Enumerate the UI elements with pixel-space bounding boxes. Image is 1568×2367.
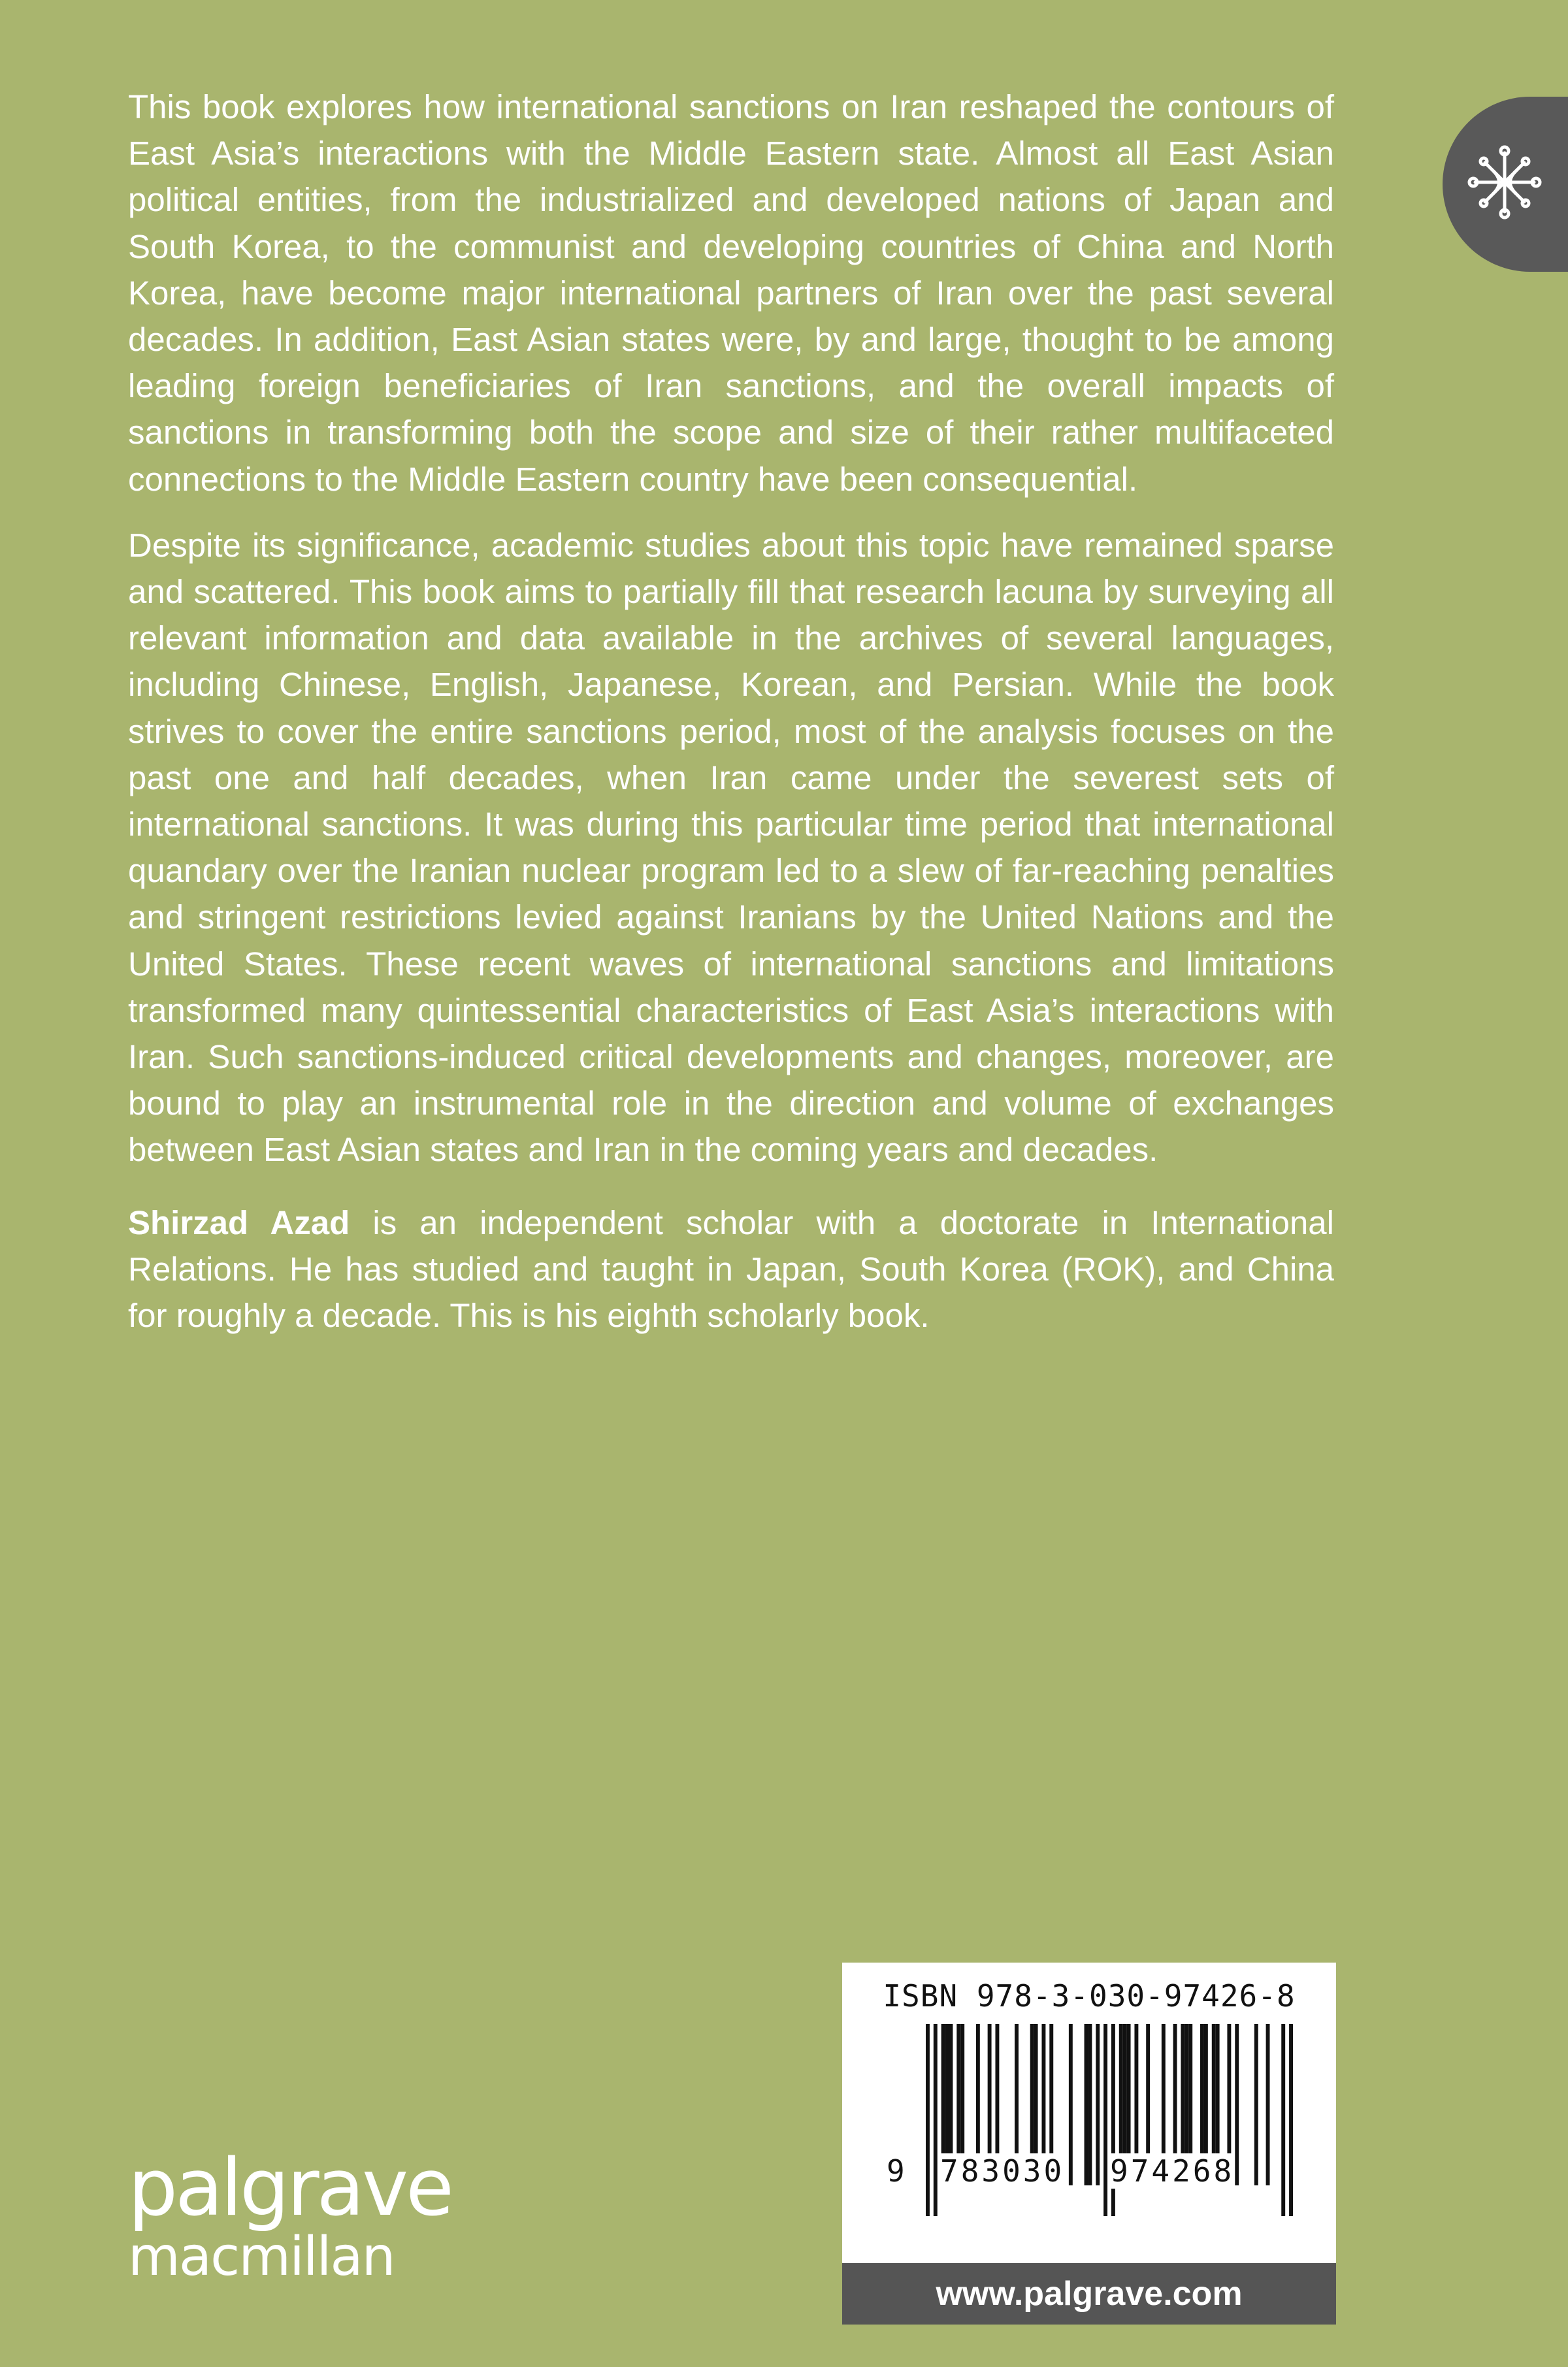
barcode-bar (934, 2024, 938, 2216)
back-cover-blurb (128, 84, 1334, 1358)
barcode-bar (1069, 2024, 1073, 2185)
publisher-url: www.palgrave.com (842, 2263, 1336, 2325)
barcode-right-digits: 974268 (1110, 2153, 1235, 2189)
isbn-label: ISBN 978-3-030-97426-8 (883, 1978, 1296, 2014)
barcode-bar (1254, 2024, 1258, 2185)
barcode-bar (926, 2024, 930, 2216)
publisher-tab (1443, 97, 1568, 272)
barcode-lead-digit: 9 (887, 2153, 905, 2189)
author-bio: is an independent scholar with a doctorate in International Relations. He has studied and taught in Japan, South Korea (ROK), and China for roughly a decade. This is his eighth scholarly book. (128, 1203, 1335, 1335)
barcode-left-digits: 783030 (940, 2153, 1065, 2189)
barcode-bar (1281, 2024, 1285, 2216)
logo-palgrave: palgrave (128, 2143, 451, 2234)
palgrave-macmillan-logo (128, 2143, 451, 2288)
barcode-bar (1096, 2024, 1100, 2185)
barcode-bar (1289, 2024, 1293, 2216)
blurb-paragraph-1: This book explores how international sanctions on Iran reshaped the contours of East Asia’s interactions with the Middle Eastern state. Almost all East Asian political entities, from the industrialized and developed nations of Japan and South Korea, to the communist and developing countries of China and North Korea, have become major international partners of Iran over the past several decades. In addition, East Asian states were, by and large, thought to be among leading foreign beneficiaries of Iran sanctions, and the overall impacts of sanctions in transforming both the scope and size of their rather multifaceted connections to the Middle Eastern country have been consequential. (128, 88, 1334, 498)
isbn-barcode (842, 1963, 1336, 2263)
barcode-bar (1266, 2024, 1270, 2185)
author-name: Shirzad Azad (128, 1203, 350, 1241)
palgrave-star-icon (1456, 133, 1554, 231)
barcode-bar (1088, 2024, 1092, 2185)
barcode-bar (1085, 2024, 1088, 2185)
logo-macmillan: macmillan (128, 2226, 395, 2288)
barcode-bar (1235, 2024, 1239, 2185)
blurb-paragraph-2: Despite its significance, academic studies about this topic have remained sparse and scattered. This book aims to partially fill that research lacuna by surveying all relevant information and data available in the archives of several languages, including Chinese, English, Japanese, Korean, and Persian. While the book strives to cover the entire sanctions period, most of the analysis focuses on the past one and half decades, when Iran came under the severest sets of international sanctions. It was during this particular time period that international quandary over the Iranian nuclear program led to a slew of far-reaching penalties and stringent restrictions levied against Iranians by the United Nations and the United States. These recent waves of international sanctions and limitations transformed many quintessential characteristics of East Asia’s interactions with Iran. Such sanctions-induced critical developments and changes, moreover, are bound to play an instrumental role in the direction and volume of exchanges between East Asian states and Iran in the coming years and decades. (128, 526, 1334, 1169)
author-bio-paragraph (128, 1200, 1334, 1339)
barcode-bar (1103, 2024, 1107, 2216)
